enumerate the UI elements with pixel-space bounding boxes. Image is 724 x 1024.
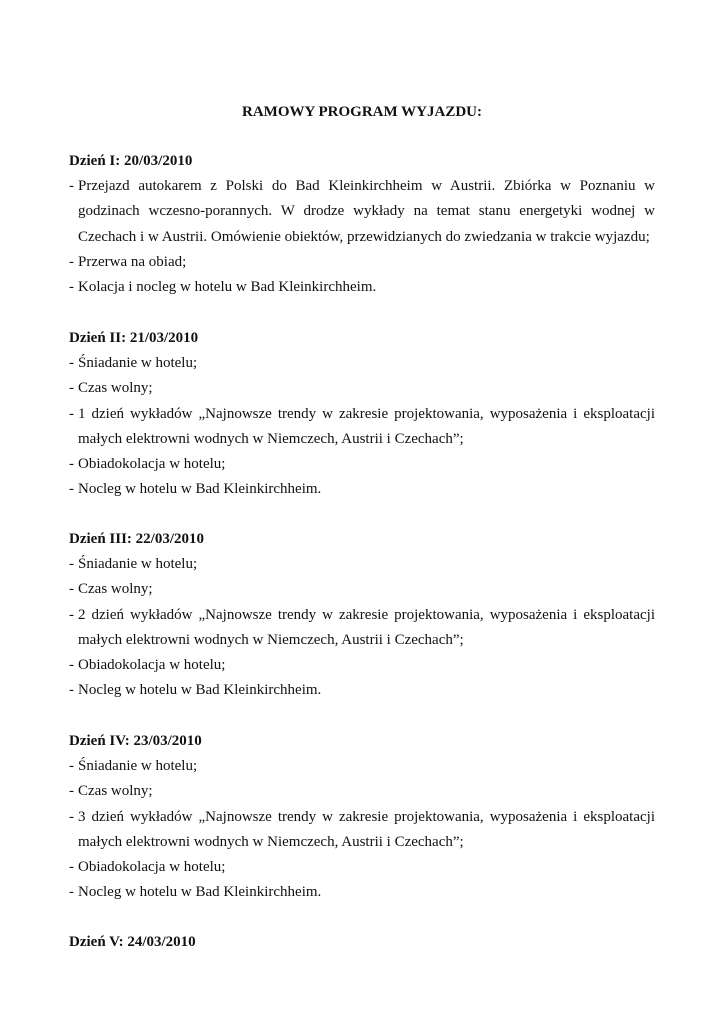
list-item: - Nocleg w hotelu w Bad Kleinkirchheim. <box>69 884 322 901</box>
list-item: - Przerwa na obiad; <box>69 253 187 270</box>
list-item: - Czas wolny; <box>69 380 153 397</box>
list-item: - Śniadanie w hotelu; <box>69 556 198 573</box>
list-item: - Obiadokolacja w hotelu; <box>69 859 226 875</box>
day-section-2 <box>69 326 655 502</box>
day-heading: Dzień I: 20/03/2010 <box>69 153 193 169</box>
day-section-3 <box>69 527 655 703</box>
list-item: - Kolacja i nocleg w hotelu w Bad Kleinkirchheim. <box>69 279 377 295</box>
day-heading: Dzień V: 24/03/2010 <box>69 934 196 950</box>
list-item: - Obiadokolacja w hotelu; <box>69 456 226 472</box>
list-item: - Obiadokolacja w hotelu; <box>69 657 226 673</box>
day-heading: Dzień III: 22/03/2010 <box>69 531 204 547</box>
day-section-1 <box>69 149 655 300</box>
list-item: - Śniadanie w hotelu; <box>69 355 198 372</box>
day-section-4 <box>69 729 655 905</box>
list-item: - Nocleg w hotelu w Bad Kleinkirchheim. <box>69 682 322 699</box>
list-item: - 2 dzień wykładów „Najnowsze trendy w zakresie projektowania, wyposażenia i eksploatacji małych elektrowni wodnych w Niemczech, Austrii i Czechach”; <box>69 606 655 648</box>
list-item: - Czas wolny; <box>69 581 153 598</box>
list-item: - Przejazd autokarem z Polski do Bad Kleinkirchheim w Austrii. Zbiórka w Poznaniu w godzinach wczesno-porannych. W drodze wykłady na temat stanu energetyki wodnej w Czechach i w Austrii. Omówienie obiektów, przewidzianych do zwiedzania w trakcie wyjazdu; <box>69 178 655 245</box>
list-item: - Czas wolny; <box>69 783 153 800</box>
day-heading: Dzień II: 21/03/2010 <box>69 330 199 346</box>
day-heading: Dzień IV: 23/03/2010 <box>69 733 202 749</box>
list-item: - Śniadanie w hotelu; <box>69 758 198 775</box>
list-item: - Nocleg w hotelu w Bad Kleinkirchheim. <box>69 481 322 498</box>
document-title: RAMOWY PROGRAM WYJAZDU: <box>242 104 482 120</box>
day-section-5 <box>69 930 655 955</box>
list-item: - 3 dzień wykładów „Najnowsze trendy w zakresie projektowania, wyposażenia i eksploatacji małych elektrowni wodnych w Niemczech, Austrii i Czechach”; <box>69 808 655 850</box>
list-item: - 1 dzień wykładów „Najnowsze trendy w zakresie projektowania, wyposażenia i eksploatacji małych elektrowni wodnych w Niemczech, Austrii i Czechach”; <box>69 405 655 447</box>
